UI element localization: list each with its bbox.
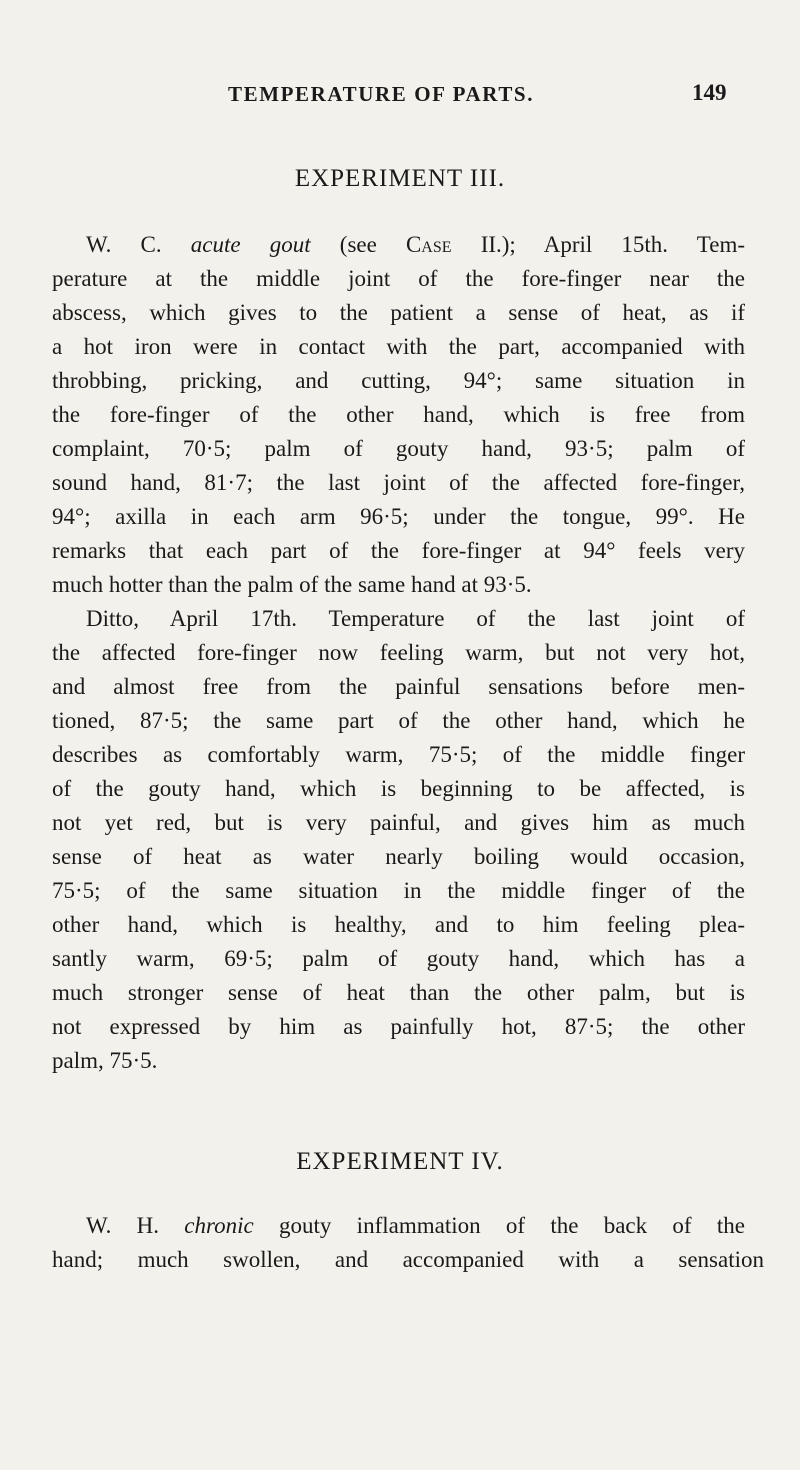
text-line: 94°; axilla in each arm 96·5; under the tongue, 99°. He xyxy=(52,504,745,529)
text-line: the fore-finger of the other hand, which is free from xyxy=(52,402,745,427)
text-line xyxy=(86,228,745,262)
text-line: 75·5; of the same situation in the middle finger of the xyxy=(52,878,745,903)
text-line: not yet red, but is very painful, and gives him as much xyxy=(52,810,745,835)
text-line: hand; much swollen, and accompanied with a sensation xyxy=(52,1247,764,1272)
text-line: other hand, which is healthy, and to him feeling plea- xyxy=(52,912,745,937)
text-line: a hot iron were in contact with the part, accompanied with xyxy=(52,334,745,359)
text-line: sound hand, 81·7; the last joint of the affected fore-finger, xyxy=(52,470,745,495)
text-line: not expressed by him as painfully hot, 87·5; the other xyxy=(52,1014,745,1039)
text-line: abscess, which gives to the patient a sense of heat, as if xyxy=(52,300,745,325)
text-line: palm, 75·5. xyxy=(52,1048,158,1073)
text-line: the affected fore-finger now feeling warm, but not very hot, xyxy=(52,640,745,665)
text-line: describes as comfortably warm, 75·5; of the middle finger xyxy=(52,742,745,767)
text-line: and almost free from the painful sensations before men- xyxy=(52,674,745,699)
experiment-3-title: EXPERIMENT III. xyxy=(294,165,506,192)
text-line: Ditto, April 17th. Temperature of the last joint of xyxy=(86,606,745,631)
text-line: much hotter than the palm of the same hand at 93·5. xyxy=(52,572,532,597)
first-line-start: W. H. chronic gouty inflammation of the back of the xyxy=(86,1213,745,1238)
text-line: throbbing, pricking, and cutting, 94°; same situation in xyxy=(52,368,745,393)
text-line: perature at the middle joint of the fore-finger near the xyxy=(52,266,745,291)
text-line: santly warm, 69·5; palm of gouty hand, which has a xyxy=(52,946,745,971)
text-line: of the gouty hand, which is beginning to be affected, is xyxy=(52,776,745,801)
experiment-4-title: EXPERIMENT IV. xyxy=(296,1148,504,1175)
text-line: much stronger sense of heat than the other palm, but is xyxy=(52,980,745,1005)
text-line: remarks that each part of the fore-finger at 94° feels very xyxy=(52,538,745,563)
page-header xyxy=(0,76,800,116)
running-head: TEMPERATURE OF PARTS. xyxy=(228,82,535,106)
text-line xyxy=(86,1209,745,1243)
page-number: 149 xyxy=(692,80,727,105)
first-line-start: W. C. acute gout (see Case II.); April 15th. Tem- xyxy=(86,232,745,257)
text-line: complaint, 70·5; palm of gouty hand, 93·5; palm of xyxy=(52,436,745,461)
text-line: sense of heat as water nearly boiling would occasion, xyxy=(52,844,745,869)
text-line: tioned, 87·5; the same part of the other hand, which he xyxy=(52,708,745,733)
